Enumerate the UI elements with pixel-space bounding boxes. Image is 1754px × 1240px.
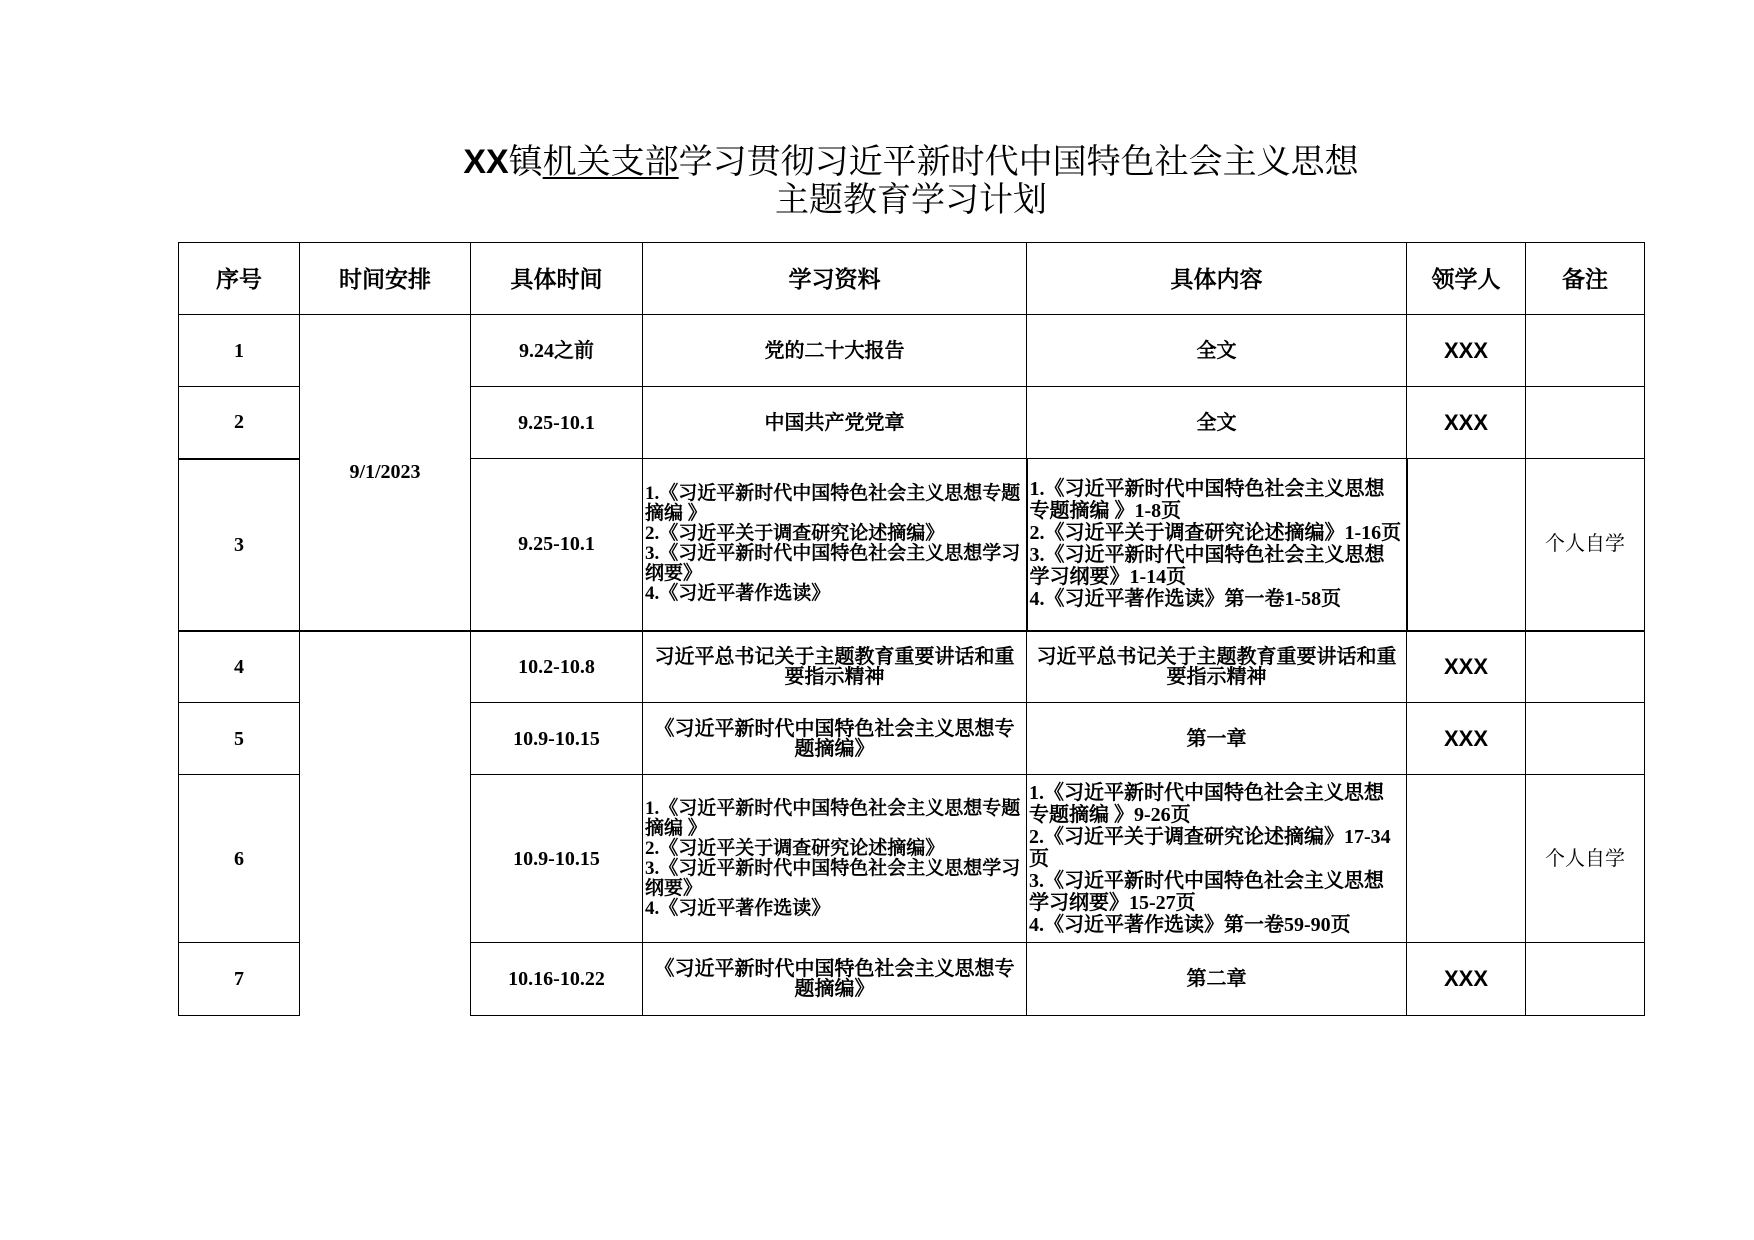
row-number: 2	[179, 387, 300, 459]
material-list-cell	[643, 459, 1027, 631]
content-item: 4.《习近平著作选读》第一卷59-90页	[1029, 913, 1351, 936]
leader-cell: XXX	[1407, 943, 1526, 1016]
note-cell	[1526, 387, 1645, 459]
title-town: 镇	[508, 142, 543, 182]
date-cell: 10.9-10.15	[471, 703, 643, 775]
column-header-no: 序号	[179, 243, 300, 315]
period-cell	[300, 631, 471, 1016]
material-item: 2.《习近平关于调查研究论述摘编》	[645, 523, 945, 545]
material-item: 1.《习近平新时代中国特色社会主义思想专题摘编 》	[645, 797, 1021, 839]
material-item: 3.《习近平新时代中国特色社会主义思想学习纲要》	[645, 857, 1021, 899]
document-title	[178, 143, 1644, 219]
content-cell: 习近平总书记关于主题教育重要讲话和重要指示精神	[1027, 631, 1407, 703]
content-list-cell	[1027, 459, 1407, 631]
content-list-cell	[1027, 775, 1407, 943]
note-cell	[1526, 943, 1645, 1016]
note-cell	[1526, 703, 1645, 775]
title-line-1	[178, 143, 1644, 181]
note-cell: 个人自学	[1526, 775, 1645, 943]
material-item: 1.《习近平新时代中国特色社会主义思想专题摘编 》	[645, 483, 1021, 525]
material-item: 2.《习近平关于调查研究论述摘编》	[645, 837, 945, 859]
table-row	[179, 315, 1645, 387]
content-item: 2.《习近平关于调查研究论述摘编》17-34页	[1029, 825, 1391, 870]
leader-cell: XXX	[1407, 631, 1526, 703]
content-item: 2.《习近平关于调查研究论述摘编》1-16页	[1029, 522, 1402, 545]
row-number: 5	[179, 703, 300, 775]
column-header-leader: 领学人	[1407, 243, 1526, 315]
date-cell: 9.25-10.1	[471, 387, 643, 459]
leader-cell: XXX	[1407, 387, 1526, 459]
row-number: 4	[179, 631, 300, 703]
material-item: 3.《习近平新时代中国特色社会主义思想学习纲要》	[645, 543, 1021, 585]
title-unit: 机关支部	[542, 142, 679, 182]
row-number: 1	[179, 315, 300, 387]
column-header-date: 具体时间	[471, 243, 643, 315]
content-item: 1.《习近平新时代中国特色社会主义思想专题摘编 》1-8页	[1029, 478, 1385, 523]
title-rest: 学习贯彻习近平新时代中国特色社会主义思想	[678, 142, 1359, 182]
date-cell: 9.25-10.1	[471, 459, 643, 631]
date-cell: 10.9-10.15	[471, 775, 643, 943]
title-lead: XX	[463, 143, 509, 181]
row-number: 3	[179, 459, 300, 631]
date-cell: 10.16-10.22	[471, 943, 643, 1016]
column-header-period: 时间安排	[300, 243, 471, 315]
material-item: 4.《习近平著作选读》	[645, 583, 831, 605]
column-header-material: 学习资料	[643, 243, 1027, 315]
leader-cell	[1407, 775, 1526, 943]
leader-cell: XXX	[1407, 315, 1526, 387]
date-cell: 9.24之前	[471, 315, 643, 387]
content-cell: 第二章	[1027, 943, 1407, 1016]
content-cell: 全文	[1027, 387, 1407, 459]
study-plan-table	[178, 242, 1645, 1016]
material-cell: 习近平总书记关于主题教育重要讲话和重要指示精神	[643, 631, 1027, 703]
note-cell	[1526, 631, 1645, 703]
content-item: 1.《习近平新时代中国特色社会主义思想专题摘编 》9-26页	[1029, 781, 1384, 826]
leader-cell: XXX	[1407, 703, 1526, 775]
leader-cell	[1407, 459, 1526, 631]
header-row	[179, 243, 1645, 315]
note-cell	[1526, 315, 1645, 387]
material-cell: 党的二十大报告	[643, 315, 1027, 387]
row-number: 6	[179, 775, 300, 943]
title-subtitle: 主题教育学习计划	[775, 180, 1047, 220]
column-header-content: 具体内容	[1027, 243, 1407, 315]
content-item: 3.《习近平新时代中国特色社会主义思想学习纲要》15-27页	[1029, 869, 1384, 914]
date-cell: 10.2-10.8	[471, 631, 643, 703]
row-number: 7	[179, 943, 300, 1016]
material-list-cell	[643, 775, 1027, 943]
column-header-note: 备注	[1526, 243, 1645, 315]
table-row	[179, 631, 1645, 703]
content-item: 3.《习近平新时代中国特色社会主义思想学习纲要》1-14页	[1029, 544, 1385, 589]
period-cell: 9/1/2023	[300, 315, 471, 631]
content-cell: 第一章	[1027, 703, 1407, 775]
material-item: 4.《习近平著作选读》	[645, 897, 831, 919]
content-item: 4.《习近平著作选读》第一卷1-58页	[1029, 588, 1342, 611]
note-cell: 个人自学	[1526, 459, 1645, 631]
material-cell: 中国共产党党章	[643, 387, 1027, 459]
material-cell: 《习近平新时代中国特色社会主义思想专题摘编》	[643, 943, 1027, 1016]
material-cell: 《习近平新时代中国特色社会主义思想专题摘编》	[643, 703, 1027, 775]
content-cell: 全文	[1027, 315, 1407, 387]
